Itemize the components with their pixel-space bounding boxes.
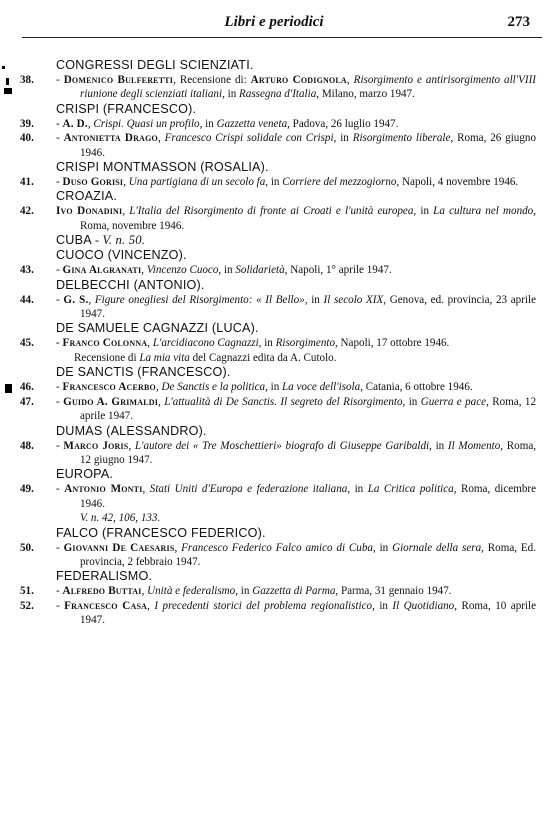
entry-text — [56, 584, 536, 598]
section-heading-text: CRISPI MONTMASSON (ROSALIA). — [56, 160, 269, 175]
entry-sep: , — [147, 599, 155, 612]
entry-author: Duso Gorisi — [62, 176, 124, 189]
entry-dash: - — [56, 439, 60, 452]
header-rule — [22, 37, 542, 38]
section — [0, 233, 550, 248]
entry-dash: - — [56, 381, 60, 394]
entry-number: 42. — [20, 205, 34, 218]
bibliography-entry — [20, 541, 536, 570]
entry-number: 38. — [20, 74, 34, 86]
section-heading-text: DELBECCHI (ANTONIO). — [56, 277, 205, 292]
entry-place-date: , Genova, ed. provincia, 23 aprile 1947. — [80, 293, 536, 321]
entry-sep: , in — [265, 176, 283, 189]
entry-place-date: , Catania, 6 ottobre 1946. — [360, 381, 473, 394]
bibliography-entry — [20, 482, 537, 511]
section-heading — [56, 424, 550, 439]
entry-journal: Solidarietà — [235, 264, 285, 277]
entry-journal: Risorgimento liberale — [352, 132, 451, 145]
entry-author: Marco Joris — [63, 439, 129, 452]
entry-number: 46. — [20, 381, 34, 394]
section — [0, 321, 550, 365]
entry-sep: , — [158, 395, 165, 408]
entry-journal: La cultura nel mondo — [433, 205, 534, 218]
entry-text — [56, 336, 536, 350]
note-text: Recensione di — [74, 351, 140, 364]
entry-sep: , in — [429, 439, 448, 452]
entry-place-date: , Padova, 26 luglio 1947. — [287, 117, 399, 130]
entry-dash: - — [56, 395, 60, 408]
entry-dash: - — [56, 483, 60, 496]
section-heading-text: CRISPI (FRANCESCO). — [56, 101, 197, 116]
entry-text — [56, 175, 536, 189]
entry-text — [56, 293, 536, 322]
entry-sep: , in — [258, 337, 276, 350]
section-heading — [56, 321, 550, 336]
section — [0, 58, 550, 102]
entry-place-date: , Milano, marzo 1947. — [316, 88, 415, 101]
entry-journal: Giornale della sera — [392, 541, 482, 554]
entry-sep: , in — [199, 117, 217, 130]
entry-author: Antonio Monti — [64, 483, 143, 496]
entry-dash: - — [56, 132, 60, 145]
section-heading-text: DE SAMUELE CAGNAZZI (LUCA). — [56, 321, 259, 336]
bibliography-entry — [20, 117, 536, 131]
entry-sep: , in — [265, 381, 283, 394]
entry-title: De Sanctis e la politica — [161, 381, 266, 394]
entry-text — [56, 395, 536, 424]
section-heading-text: CROAZIA. — [56, 189, 118, 204]
section-heading-text: FEDERALISMO. — [56, 569, 153, 584]
entry-place-date: , Roma, 12 giugno 1947. — [80, 439, 537, 466]
section-heading — [56, 102, 550, 117]
entry-text — [56, 73, 536, 102]
entry-author: Gina Algranati — [62, 264, 142, 277]
section — [0, 526, 550, 570]
entry-journal: La Critica politica — [367, 483, 454, 496]
entry-dash: - — [56, 293, 60, 306]
entry-journal: La voce dell'isola — [282, 381, 361, 394]
entry-sep: , — [128, 439, 135, 452]
entry-title: Figure onegliesi del Risorgimento: « Il Bello» — [94, 293, 305, 306]
section-heading — [56, 233, 550, 248]
entry-sep: , in — [402, 395, 421, 408]
entry-author: Franco Colonna — [62, 337, 148, 350]
entry-sep: , — [141, 585, 148, 598]
note-title: La mia vita — [139, 351, 190, 364]
entry-sep: , — [346, 74, 354, 86]
entry-journal: Rassegna d'Italia — [239, 88, 317, 101]
entry-place-date: , Roma, novembre 1946. — [80, 205, 537, 232]
entry-sep: , — [88, 293, 95, 306]
entry-title: Crispi. Quasi un profilo — [93, 117, 200, 130]
entry-number: 48. — [20, 439, 34, 452]
entry-title: L'attualità di De Sanctis. Il segreto del Risorgimento — [164, 395, 403, 408]
bibliography-entry — [20, 336, 536, 350]
entry-place-date: , Roma, 26 giugno 1946. — [80, 132, 536, 159]
entry-journal: Gazzetta di Parma — [252, 585, 336, 598]
running-title: Libri e periodici — [224, 14, 324, 30]
entry-sep: , — [157, 132, 165, 145]
page-header — [10, 10, 538, 32]
entry-sep: , in — [347, 483, 368, 496]
entry-journal: Il secolo XIX — [323, 293, 384, 306]
entry-sep: , in — [222, 88, 240, 101]
entry-journal: Guerra e pace — [420, 395, 487, 408]
entry-author: A. D. — [62, 117, 88, 130]
section — [0, 248, 550, 277]
bibliography-entry — [20, 380, 536, 394]
entry-dash: - — [56, 599, 60, 612]
entry-title: Risorgimento e antirisorgimento all'VIII riunione degli scienziati italiani — [80, 74, 536, 101]
entry-number: 43. — [20, 264, 34, 277]
entry-text — [56, 263, 536, 277]
section-heading — [56, 189, 550, 204]
bibliography-entry — [20, 131, 536, 160]
entry-title: L'arcidiacono Cagnazzi — [152, 337, 259, 350]
entry-place-date: , Napoli, 17 ottobre 1946. — [335, 337, 450, 350]
entry-text — [56, 482, 536, 511]
entry-sep: , Recensione di: — [173, 74, 251, 86]
section — [0, 189, 550, 233]
entry-sep: , — [87, 117, 94, 130]
entry-author: Domenico Bulferetti — [63, 74, 174, 86]
cross-reference: - V. n. 50. — [94, 233, 146, 248]
section — [0, 467, 550, 525]
bibliography-list — [0, 58, 550, 628]
entry-author: Giovanni De Caesaris — [63, 541, 175, 554]
entry-author-reviewed: Arturo Codignola — [250, 74, 347, 86]
entry-sep: , — [155, 381, 162, 394]
section — [0, 424, 550, 468]
entry-dash: - — [56, 176, 60, 189]
entry-text — [56, 117, 536, 131]
review-note — [74, 351, 550, 365]
entry-place-date: , Roma, Ed. provincia, 2 febbraio 1947. — [80, 541, 536, 568]
section — [0, 365, 550, 423]
entry-number: 39. — [20, 117, 34, 130]
entry-text — [56, 131, 536, 160]
entry-sep: , in — [218, 264, 236, 277]
bibliography-entry — [20, 584, 536, 598]
section-heading — [56, 365, 550, 380]
bibliography-entry — [20, 599, 537, 628]
entry-number: 52. — [20, 599, 34, 612]
section-heading-text: FALCO (FRANCESCO FEDERICO). — [56, 525, 266, 540]
entry-text — [56, 204, 536, 233]
entry-title: Una partigiana di un secolo fa — [128, 176, 266, 189]
entry-place-date: , Roma, dicembre 1946. — [80, 483, 537, 510]
bibliography-entry — [20, 263, 536, 277]
entry-number: 45. — [20, 337, 34, 350]
entry-author: Ivo Donadini — [56, 205, 123, 218]
entry-author: Alfredo Buttai — [62, 585, 142, 598]
entry-journal: Corriere del mezzogiorno — [282, 176, 397, 189]
entry-sep: , — [147, 337, 153, 350]
entry-journal: Il Momento — [447, 439, 501, 452]
section-heading — [56, 278, 550, 293]
entry-title: Stati Uniti d'Europa e federazione italiana — [149, 483, 348, 496]
entry-text — [56, 380, 536, 394]
entry-title: L'Italia del Risorgimento di fronte ai Croati e l'unità europea — [129, 205, 414, 218]
section-heading-text: CONGRESSI DEGLI SCIENZIATI. — [56, 58, 254, 72]
entry-author: Guido A. Grimaldi — [63, 395, 159, 408]
entry-sep: , in — [372, 541, 393, 554]
entry-title: Vincenzo Cuoco — [146, 264, 219, 277]
entry-author: G. S. — [63, 293, 89, 306]
entry-sep: , in — [304, 293, 324, 306]
bibliography-entry — [20, 175, 536, 189]
entry-sep: , in — [235, 585, 253, 598]
bibliography-entry — [20, 439, 537, 468]
entry-number: 49. — [20, 483, 34, 496]
section — [0, 102, 550, 160]
entry-dash: - — [56, 117, 60, 130]
entry-number: 41. — [20, 176, 34, 189]
entry-sep: , — [141, 264, 147, 277]
entry-text — [56, 439, 536, 468]
entry-number: 44. — [20, 293, 34, 306]
entry-dash: - — [56, 541, 60, 554]
entry-dash: - — [56, 585, 60, 598]
section-heading-text: CUBA — [56, 233, 92, 248]
section-heading — [56, 526, 550, 541]
page-number: 273 — [507, 14, 530, 30]
entry-sep: , in — [413, 205, 434, 218]
entry-number: 47. — [20, 395, 34, 408]
entry-number: 50. — [20, 541, 34, 554]
entry-sep: , — [123, 176, 129, 189]
entry-sep: , — [174, 541, 182, 554]
entry-place-date: , Napoli, 1° aprile 1947. — [284, 264, 392, 277]
entry-sep: , — [122, 205, 130, 218]
entry-journal: Gazzetta veneta — [216, 117, 288, 130]
entry-author: Antonietta Drago — [63, 132, 158, 145]
entry-text — [56, 599, 536, 628]
section-heading — [56, 569, 550, 584]
entry-dash: - — [56, 74, 60, 86]
entry-title: Francesco Crispi solidale con Crispi — [164, 132, 334, 145]
entry-number: 51. — [20, 585, 34, 598]
entry-dash: - — [56, 264, 60, 277]
entry-title: Francesco Federico Falco amico di Cuba — [181, 541, 373, 554]
entry-place-date: , Parma, 31 gennaio 1947. — [335, 585, 452, 598]
entry-place-date: , Napoli, 4 novembre 1946. — [396, 176, 519, 189]
entry-sep: , in — [372, 599, 393, 612]
section-heading — [56, 160, 550, 175]
entry-title: Unità e federalismo — [147, 585, 236, 598]
section-heading — [56, 467, 550, 482]
entry-author: Francesco Casa — [64, 599, 148, 612]
section-heading — [56, 248, 550, 263]
entry-number: 40. — [20, 132, 34, 145]
entry-journal: Il Quotidiano — [392, 599, 455, 612]
note-text: del Cagnazzi edita da A. Cutolo. — [189, 351, 337, 364]
bibliography-entry — [20, 204, 537, 233]
entry-dash: - — [56, 337, 60, 350]
bibliography-entry — [20, 73, 536, 102]
entry-author: Francesco Acerbo — [62, 381, 156, 394]
cross-reference: V. n. 42, 106, 133. — [80, 512, 161, 525]
section-heading-text: DE SANCTIS (FRANCESCO). — [56, 365, 231, 380]
section-heading-text: EUROPA. — [56, 467, 114, 482]
entry-text — [56, 541, 536, 570]
section-heading-text: CUOCO (VINCENZO). — [56, 248, 187, 263]
entry-place-date: , Roma, 12 aprile 1947. — [80, 395, 537, 423]
section — [0, 278, 550, 322]
entry-title: I precedenti storici del problema regionalistico — [154, 599, 373, 612]
entry-sep: , — [142, 483, 150, 496]
entry-place-date: , Roma, 10 aprile 1947. — [80, 599, 537, 627]
section-heading — [56, 58, 550, 73]
section — [0, 160, 550, 189]
bibliography-entry — [20, 395, 537, 424]
entry-sep: , in — [333, 132, 353, 145]
section-heading-text: DUMAS (ALESSANDRO). — [56, 423, 207, 438]
bibliography-entry — [20, 293, 536, 322]
entry-title: L'autore dei « Tre Moschettieri» biografo di Giuseppe Garibaldi — [134, 439, 430, 452]
section — [0, 569, 550, 627]
entry-journal: Risorgimento — [275, 337, 335, 350]
